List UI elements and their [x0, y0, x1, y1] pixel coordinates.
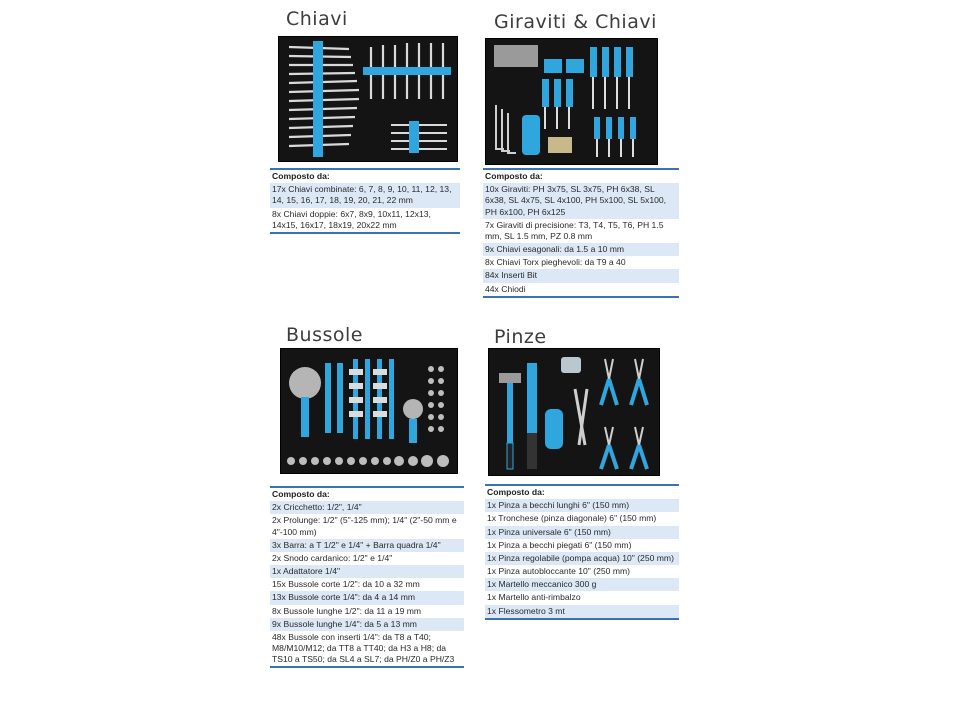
tray-photo-giraviti [485, 38, 658, 165]
wrench-tray-illustration [279, 37, 457, 161]
component-list-chiavi [270, 168, 460, 234]
list-item: 44x Chiodi [485, 283, 526, 294]
list-item: 1x Pinza a becchi piegati 6" (150 mm) [487, 539, 632, 550]
list-item: 9x Bussole lunghe 1/4": da 5 a 13 mm [270, 618, 464, 631]
component-list-bussole [270, 486, 464, 668]
pliers-tray-illustration [489, 349, 659, 475]
list-item: 1x Pinza a becchi lunghi 6" (150 mm) [485, 499, 679, 512]
list-header: Composto da: [270, 168, 460, 183]
list-item: 15x Bussole corte 1/2": da 10 a 32 mm [272, 579, 420, 590]
list-item: 1x Pinza regolabile (pompa acqua) 10" (250 mm) [485, 552, 679, 565]
list-item: 8x Chiavi doppie: 6x7, 8x9, 10x11, 12x13, 14x15, 16x17, 18x19, 20x22 mm [272, 208, 431, 230]
list-item: 2x Cricchetto: 1/2", 1/4" [270, 501, 464, 514]
section-title-chiavi: Chiavi [286, 8, 348, 30]
component-list-pinze [485, 484, 679, 620]
list-item: 2x Prolunge: 1/2" (5"-125 mm); 1/4" (2"-50 mm e 4"-100 mm) [272, 515, 457, 537]
section-title-pinze: Pinze [494, 326, 547, 348]
list-item: 1x Martello meccanico 300 g [485, 578, 679, 591]
tray-photo-chiavi [278, 36, 458, 162]
list-item: 1x Martello anti-rimbalzo [487, 592, 581, 603]
component-list-giraviti [483, 168, 679, 298]
tray-photo-bussole [280, 348, 458, 474]
list-item: 48x Bussole con inserti 1/4": da T8 a T40; M8/M10/M12; da TT8 a TT40; da H3 a H8; da TS10 a TS50; da SL4 a SL7; da PH/Z0 a PH/Z3 [272, 631, 455, 665]
list-item: 17x Chiavi combinate: 6, 7, 8, 9, 10, 11, 12, 13, 14, 15, 16, 17, 18, 19, 20, 21, 22 mm [270, 183, 460, 207]
list-item: 1x Adattatore 1/4" [270, 565, 464, 578]
list-item: 84x Inserti Bit [483, 269, 679, 282]
section-title-bussole: Bussole [286, 324, 363, 346]
list-item: 8x Bussole lunghe 1/2": da 11 a 19 mm [272, 605, 422, 616]
socket-tray-illustration [281, 349, 457, 473]
list-item: 7x Giraviti di precisione: T3, T4, T5, T6, PH 1.5 mm, SL 1.5 mm, PZ 0.8 mm [485, 219, 664, 241]
list-header: Composto da: [485, 484, 679, 499]
section-title-giraviti: Giraviti & Chiavi [494, 11, 657, 33]
list-item: 13x Bussole corte 1/4": da 4 a 14 mm [270, 591, 464, 604]
list-item: 9x Chiavi esagonali: da 1.5 a 10 mm [483, 243, 679, 256]
list-item: 10x Giraviti: PH 3x75, SL 3x75, PH 6x38, SL 6x38, SL 4x75, SL 4x100, PH 5x100, SL 5x100, PH 6x100, PH 6x125 [483, 183, 679, 219]
list-item: 2x Snodo cardanico: 1/2" e 1/4" [272, 552, 393, 563]
list-item: 1x Pinza autobloccante 10" (250 mm) [487, 566, 631, 577]
list-item: 8x Chiavi Torx pieghevoli: da T9 a 40 [485, 257, 626, 268]
list-header: Composto da: [483, 168, 679, 183]
tray-photo-pinze [488, 348, 660, 476]
list-item: 1x Tronchese (pinza diagonale) 6" (150 mm) [487, 513, 657, 524]
list-item: 3x Barra: a T 1/2" e 1/4" + Barra quadra 1/4" [270, 539, 464, 552]
screwdriver-tray-illustration [486, 39, 657, 164]
list-item: 1x Pinza universale 6" (150 mm) [485, 526, 679, 539]
list-item: 1x Flessometro 3 mt [485, 605, 679, 618]
list-header: Composto da: [270, 486, 464, 501]
